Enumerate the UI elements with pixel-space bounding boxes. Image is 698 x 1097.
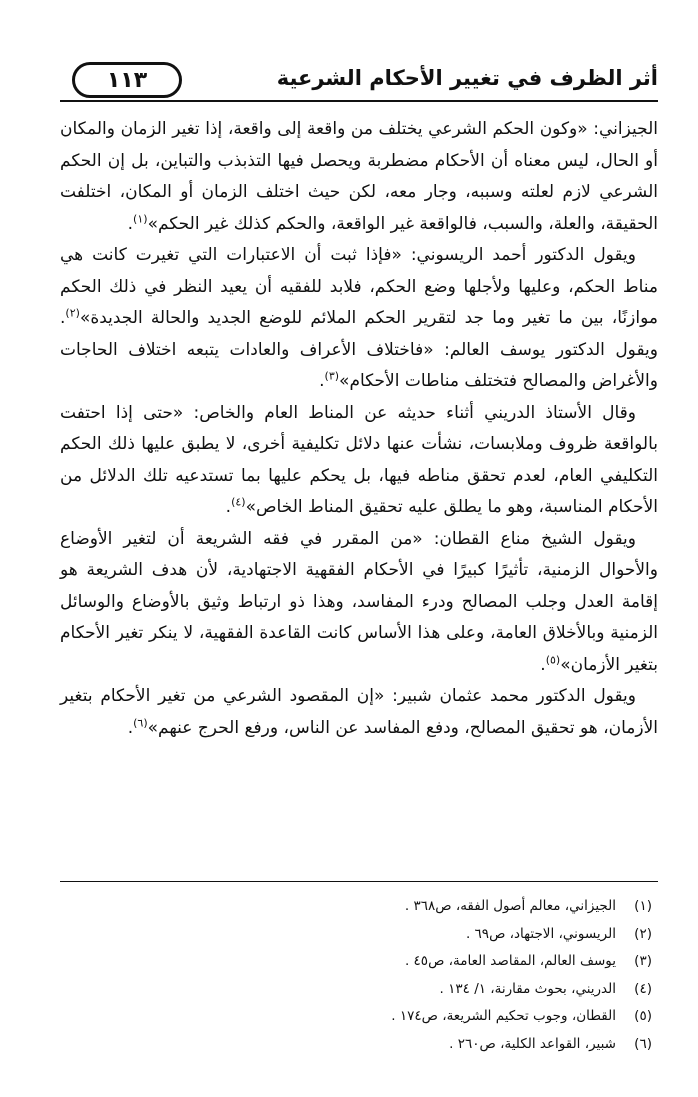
paragraph-text: الجيزاني: «وكون الحكم الشرعي يختلف من واقعة إلى واقعة، إذا تغير الزمان والمكان أو الحال، ليس معناه أن الأحكام مضطربة ويحصل فيها التذبذب والتباين، بل إن الحكم الشرعي لازم لعلته وسببه، وجار معه، لكن حيث اختلف الزمان أو المكان، اختلفت الحقيقة، والعلة، والسبب، فالواقعة غير الواقعة، والحكم كذلك غير الحكم»: [60, 119, 658, 234]
footnote-divider: [60, 881, 658, 882]
footnote-item: [60, 1003, 658, 1031]
paragraph-1: [60, 114, 658, 240]
footnote-ref: (٥): [545, 652, 561, 666]
paragraph-text: ويقول الشيخ مناع القطان: «من المقرر في فقه الشريعة أن لتغير الأوضاع والأحوال الزمنية، تأثيرًا كبيرًا في الأحكام الفقهية الاجتهادية، لأن هدف الشريعة هو إقامة العدل وجلب المصالح ودرء المفاسد، وهذا ذو ارتباط وثيق بالأوضاع والوسائل الزمنية وبالأخلاق العامة، وعلى هذا الأساس كانت القاعدة الفقهية، لا ينكر تغير الأحكام بتغير الأزمان»: [60, 528, 658, 675]
page-header: [60, 62, 658, 102]
footnote-number: (٣): [634, 953, 652, 969]
footnotes-list: [60, 893, 658, 1058]
footnote-text: يوسف العالم، المقاصد العامة، ص٤٥ .: [404, 953, 616, 969]
footnote-item: [60, 976, 658, 1004]
page-number-badge: [72, 62, 182, 98]
paragraph-4: [60, 524, 658, 682]
paragraph-tail: .: [127, 717, 134, 738]
paragraph-text-cont: . ويقول الدكتور يوسف العالم: «فاختلاف الأعراف والعادات يتبعه اختلاف الحاجات والأغراض والمصالح فتختلف مناطات الأحكام»: [60, 308, 658, 391]
footnote-ref: (١): [133, 211, 148, 225]
footnote-ref: (٢): [65, 306, 80, 320]
footnote-item: [60, 921, 658, 949]
paragraph-3: [60, 398, 658, 524]
paragraph-text: ويقول الدكتور أحمد الريسوني: «فإذا ثبت أن الاعتبارات التي تغيرت كانت هي مناط الحكم، وعليها ولأجلها وضع الحكم، فلابد للفقيه أن يعيد النظر في ذلك الحكم موازنًا، بين ما تغير وما جد لتقرير الحكم الملائم للوضع الجديد والحالة الجديدة»: [60, 245, 658, 328]
footnote-text: القطان، وجوب تحكيم الشريعة، ص١٧٤ .: [391, 1008, 616, 1024]
footnote-number: (٥): [634, 1008, 652, 1024]
paragraph-tail: .: [319, 371, 325, 391]
main-text: [60, 114, 658, 744]
paragraph-5: [60, 681, 658, 744]
footnote-ref: (٣): [324, 369, 340, 383]
footnote-number: (١): [634, 898, 652, 914]
footnote-item: [60, 948, 658, 976]
paragraph-tail: .: [225, 497, 232, 517]
footnote-text: الريسوني، الاجتهاد، ص٦٩ .: [465, 925, 616, 942]
running-title: أثر الظرف في تغيير الأحكام الشرعية: [276, 66, 658, 90]
header-divider: [60, 100, 658, 102]
footnote-text: شبير، القواعد الكلية، ص٢٦٠ .: [449, 1035, 616, 1052]
footnote-number: (٤): [634, 980, 652, 997]
footnote-item: [60, 1031, 658, 1059]
page-number: ١١٣: [106, 67, 148, 93]
footnote-ref: (٦): [133, 715, 148, 729]
footnote-number: (٢): [634, 925, 652, 942]
footnote-text: الجيزاني، معالم أصول الفقه، ص٣٦٨ .: [404, 898, 616, 914]
footnote-number: (٦): [634, 1035, 652, 1052]
paragraph-text: وقال الأستاذ الدريني أثناء حديثه عن المناط العام والخاص: «حتى إذا احتفت بالواقعة ظروف وملابسات، نشأت عنها دلائل تكليفية أخرى، لا يطبق عليها ذلك الحكم التكليفي العام، لعدم تحقق مناطه فيها، بل يحكم عليها بما تستدعيه تلك الدلائل من الأحكام المناسبة، وهو ما يطلق عليه تحقيق المناط الخاص»: [60, 402, 658, 517]
paragraph-2: [60, 240, 658, 398]
footnote-item: [60, 893, 658, 921]
paragraph-text: ويقول الدكتور محمد عثمان شبير: «إن المقصود الشرعي من تغير الأحكام بتغير الأزمان، هو تحقيق المصالح، ودفع المفاسد عن الناس، ورفع الحرج عنهم»: [60, 686, 658, 738]
footnote-text: الدريني، بحوث مقارنة، ١/ ١٣٤ .: [439, 980, 616, 997]
paragraph-tail: .: [127, 213, 134, 234]
footnote-ref: (٤): [231, 495, 246, 509]
paragraph-tail: .: [540, 654, 546, 675]
